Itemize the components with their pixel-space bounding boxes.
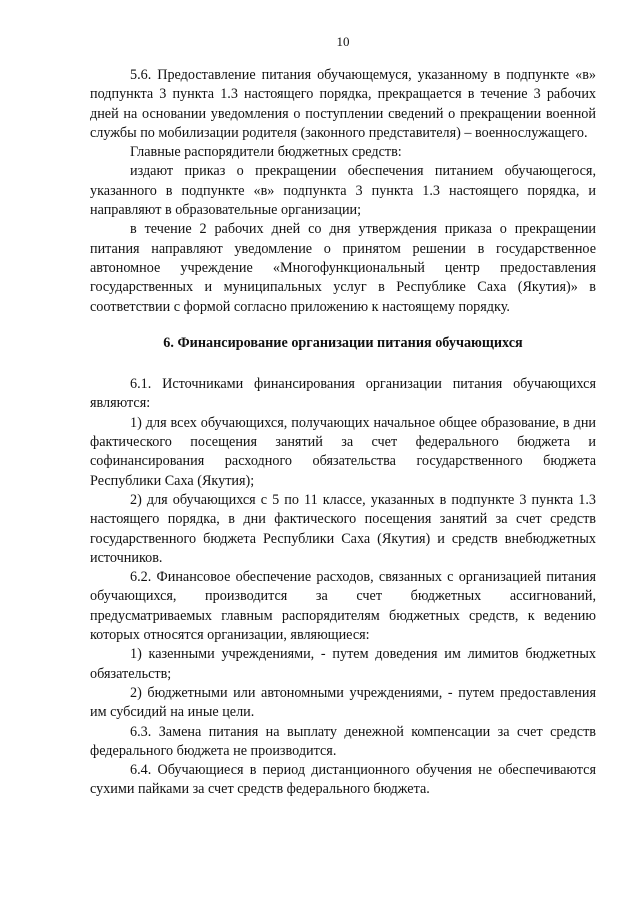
paragraph-6-1: 6.1. Источниками финансирования организации питания обучающихся являются:: [90, 376, 596, 412]
paragraph-6-2: 6.2. Финансовое обеспечение расходов, связанных с организацией питания обучающихся, производится за счет бюджетных ассигнований, предусматриваемых главным распорядителям бюджетных средств, к ведению которых относятся организации, являющиеся:: [90, 569, 596, 644]
paragraph-6-3: 6.3. Замена питания на выплату денежной компенсации за счет средств федерального бюджета не производится.: [90, 723, 596, 759]
paragraph-main-budget-holders: Главные распорядители бюджетных средств:: [130, 144, 402, 161]
paragraph-issue-order: издают приказ о прекращении обеспечения питанием обучающегося, указанного в подпункте «в» подпункта 3 пункта 1.3 настоящего порядка, и направляют в образовательные организации;: [90, 163, 596, 219]
paragraph-6-2-item-2: 2) бюджетными или автономными учреждениями, - путем предоставления им субсидий на иные цели.: [90, 684, 596, 721]
paragraph-6-2-item-1: 1) казенными учреждениями, - путем доведения им лимитов бюджетных обязательств;: [90, 646, 596, 682]
page-number: 10: [336, 34, 350, 49]
paragraph-6-1-item-2: 2) для обучающихся с 5 по 11 классе, указанных в подпункте 3 пункта 1.3 настоящего порядка, в дни фактического посещения занятий за счет средств государственного бюджета Республики Саха (Якутия) и средств внебюджетных источников.: [90, 491, 596, 566]
paragraph-6-1-item-1: 1) для всех обучающихся, получающих начальное общее образование, в дни фактического посещения занятий за счет федерального бюджета и софинансирования расходного обязательства государственного бюджета Республики Саха (Якутия);: [90, 414, 596, 489]
paragraph-5-6: 5.6. Предоставление питания обучающемуся, указанному в подпункте «в» подпункта 3 пункта 1.3 настоящего порядка, прекращается в течение 3 рабочих дней на основании уведомления о поступлении сведений о прекращении военной службы по мобилизации родителя (законного представителя) – военнослужащего.: [90, 67, 596, 141]
document-body: [90, 66, 596, 800]
section-title: 6. Финансирование организации питания обучающихся: [163, 334, 523, 351]
paragraph-6-4: 6.4. Обучающиеся в период дистанционного обучения не обеспечиваются сухими пайками за счет средств федерального бюджета.: [90, 762, 596, 798]
paragraph-send-notification: в течение 2 рабочих дней со дня утверждения приказа о прекращении питания направляют уведомление о принятом решении в государственное автономное учреждение «Многофункциональный центр предоставления государственных и муниципальных услуг в Республике Саха (Якутия)» в соответствии с формой согласно приложению к настоящему порядку.: [90, 221, 596, 315]
